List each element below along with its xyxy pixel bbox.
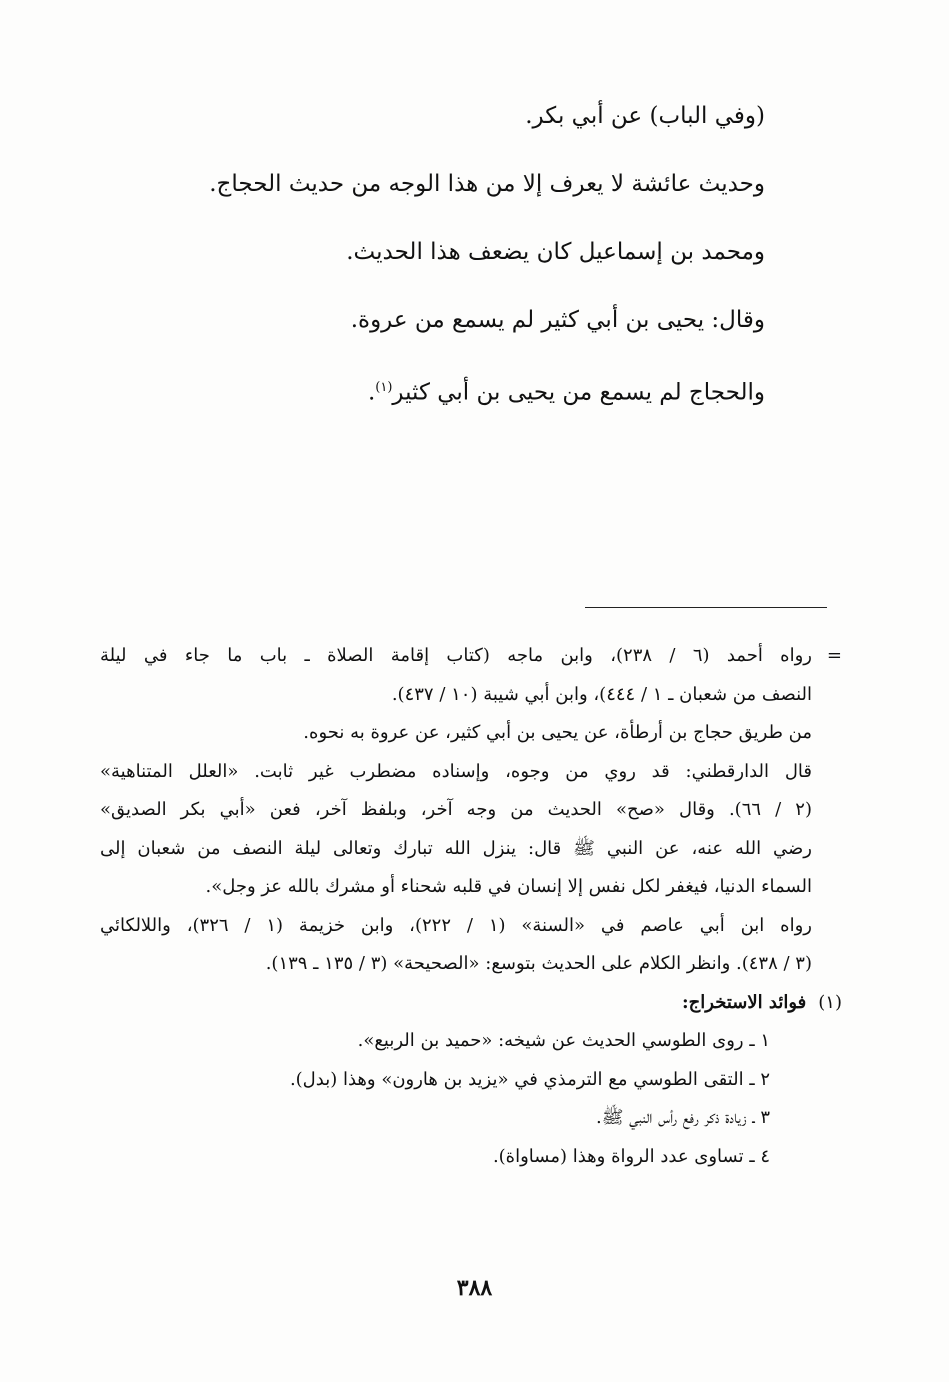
main-text-line: وحديث عائشة لا يعرف إلا من هذا الوجه من حديث الحجاج. (209, 171, 765, 197)
footnote-list-item: ٤ ـ تساوى عدد الرواة وهذا (مساواة). (492, 1145, 770, 1167)
footnote-heading: فوائد الاستخراج: (682, 991, 807, 1013)
page-number: ٣٨٨ (456, 1275, 493, 1301)
footnote-list-item: ٢ ـ التقى الطوسي مع الترمذي في «يزيد بن هارون» وهذا (بدل). (289, 1068, 770, 1090)
footnote-line (100, 637, 842, 676)
continuation-marker: = (826, 645, 842, 666)
footnote-line-text: رواه أحمد (٦ / ٢٣٨)، وابن ماجه (كتاب إقامة الصلاة ـ باب ما جاء في ليلة (100, 645, 812, 666)
footnote-line: السماء الدنيا، فيغفر لكل نفس إلا إنسان في قلبه شحناء أو مشرك بالله عز وجل». (205, 876, 812, 897)
footnote-list-item: ١ ـ روى الطوسي الحديث عن شيخه: «حميد بن الربيع». (357, 1030, 770, 1051)
main-text-line-last (150, 354, 765, 422)
footnote-number: (١) (818, 991, 842, 1013)
footnote-line: رضي الله عنه، عن النبي ﷺ قال: ينزل الله تبارك وتعالى ليلة النصف من شعبان إلى (100, 837, 812, 859)
main-text-end-punct: . (367, 379, 376, 406)
footnote-line: (٢ / ٦٦). وقال «صح» الحديث من وجه آخر، وبلفظ آخر، فعن «أبي بكر الصديق» (100, 799, 812, 820)
footnote-separator (585, 607, 827, 608)
footnote-line: (٣ / ٤٣٨). وانظر الكلام على الحديث بتوسع: «الصحيحة» (٣ / ١٣٥ ـ ١٣٩). (265, 953, 812, 974)
footnote-line: النصف من شعبان ـ ١ / ٤٤٤)، وابن أبي شيبة (١٠ / ٤٣٧). (391, 683, 812, 705)
footnote-line: من طريق حجاج بن أرطأة، عن يحيى بن أبي كثير، عن عروة به نحوه. (303, 722, 812, 743)
main-text-line: ومحمد بن إسماعيل كان يضعف هذا الحديث. (346, 239, 765, 265)
footnotes-block (100, 637, 842, 1176)
main-text-block (150, 82, 765, 422)
main-text-line: وقال: يحيى بن أبي كثير لم يسمع من عروة. (350, 307, 765, 333)
footnote-list-item: ٣ ـ زيادة ذكر رفع رأس النبي ﷺ. (595, 1107, 770, 1128)
main-text-line: (وفي الباب) عن أبي بكر. (525, 103, 765, 129)
footnote-line: رواه ابن أبي عاصم في «السنة» (١ / ٢٢٢)، وابن خزيمة (١ / ٣٢٦)، واللالكائي (100, 914, 812, 936)
footnote-heading-line (100, 984, 842, 1023)
main-text-line-content: والحجاج لم يسمع من يحيى بن أبي كثير (392, 379, 765, 406)
footnote-reference: (١) (375, 380, 393, 395)
footnote-line: قال الدارقطني: قد روي من وجوه، وإسناده مضطرب غير ثابت. «العلل المتناهية» (100, 760, 812, 782)
